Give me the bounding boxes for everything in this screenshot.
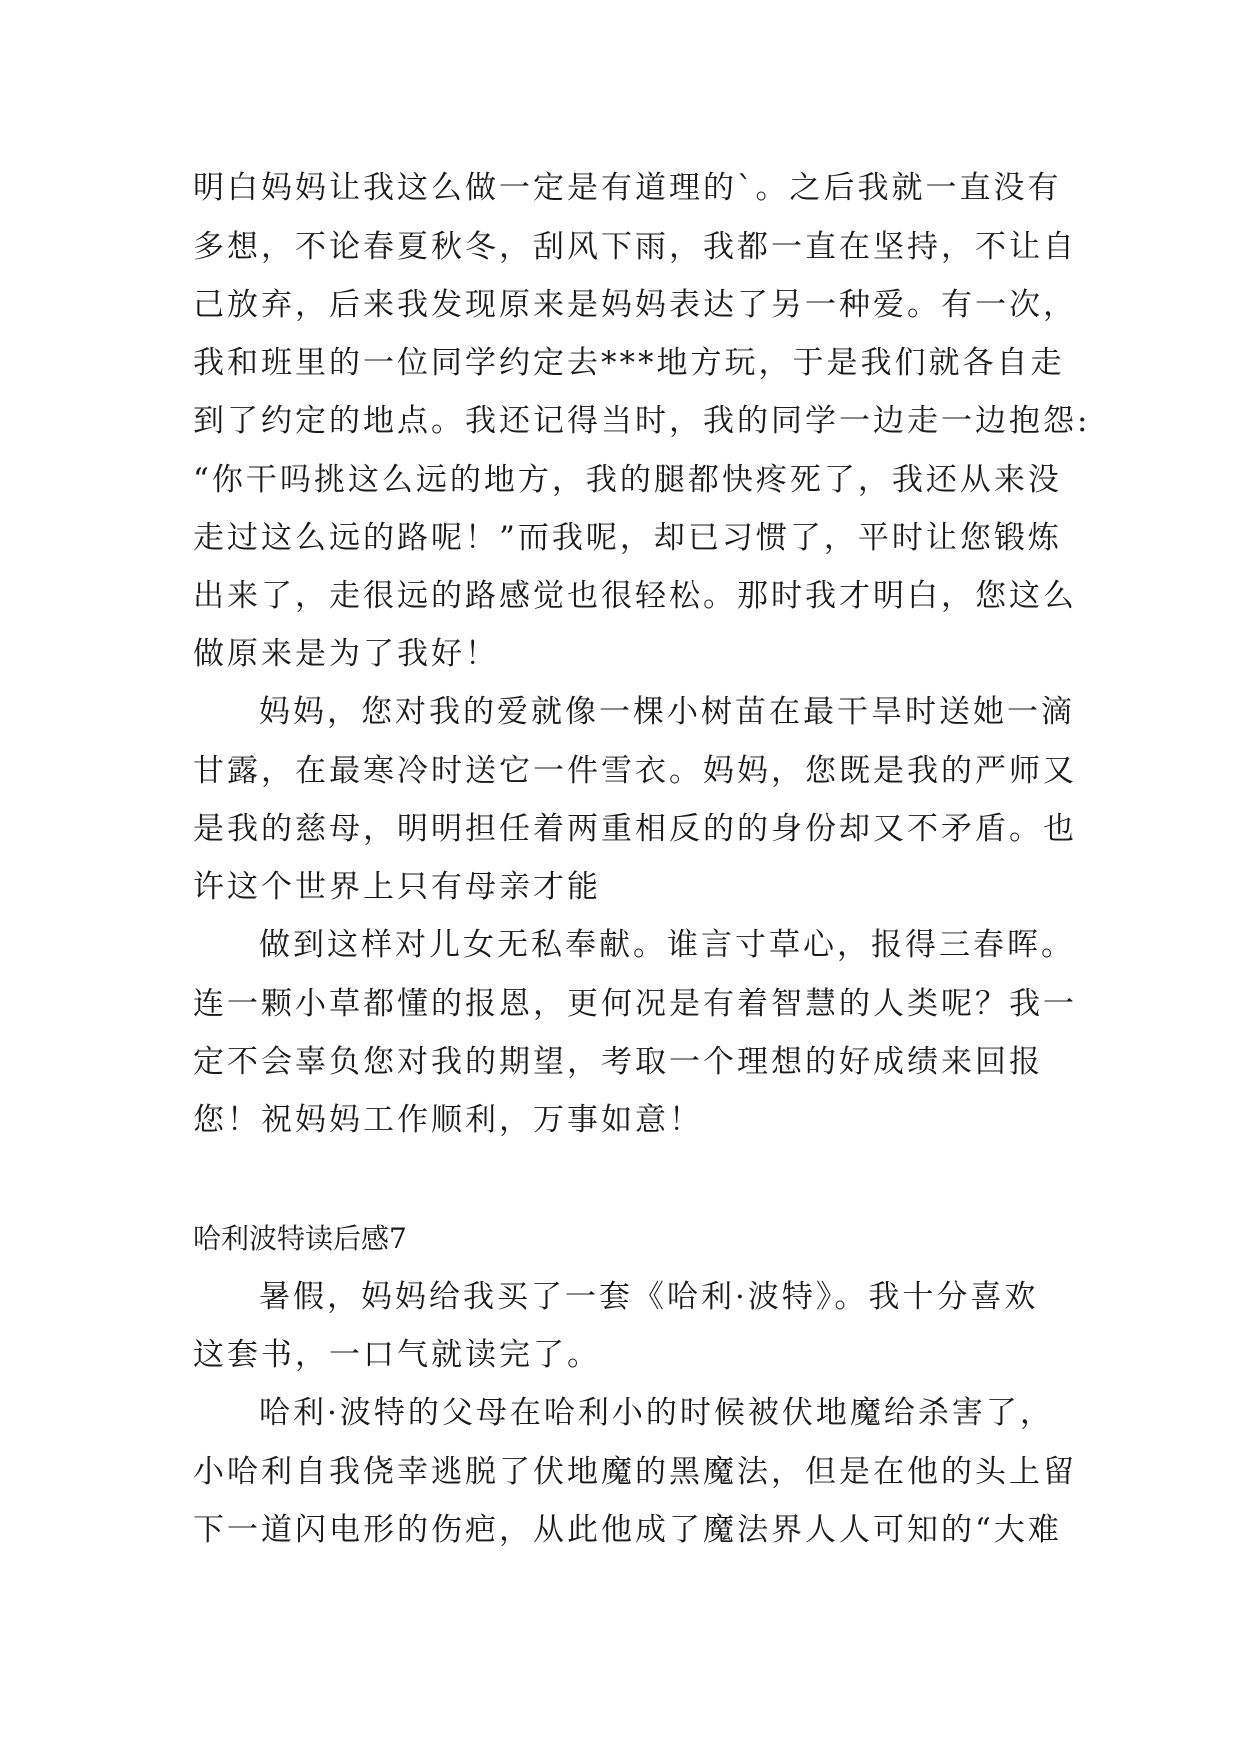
text-line: 许这个世界上只有母亲才能 [193, 869, 601, 905]
text-line: 连一颗小草都懂的报恩，更何况是有着智慧的人类呢？我一 [193, 986, 1077, 1022]
text-line: 到了约定的地点。我还记得当时，我的同学一边走一边抱怨: [193, 403, 1091, 439]
text-line: 哈利·波特的父母在哈利小的时候被伏地魔给杀害了， [259, 1395, 1054, 1431]
text-line: 出来了，走很远的路感觉也很轻松。那时我才明白，您这么 [193, 578, 1077, 614]
text-line: 多想，不论春夏秋冬，刮风下雨，我都一直在坚持，不让自 [193, 229, 1077, 265]
text-line: 妈妈，您对我的爱就像一棵小树苗在最干旱时送她一滴 [259, 694, 1075, 730]
text-line: 做原来是为了我好！ [193, 636, 499, 672]
text-line: 是我的慈母，明明担任着两重相反的的身份却又不矛盾。也 [193, 811, 1077, 847]
text-line: 小哈利自我侥幸逃脱了伏地魔的黑魔法，但是在他的头上留 [193, 1454, 1077, 1490]
text-line: 己放弃，后来我发现原来是妈妈表达了另一种爱。有一次， [193, 287, 1077, 323]
text-line: “你干吗挑这么远的地方，我的腿都快疼死了，我还从来没 [193, 462, 1062, 498]
text-line: 您！祝妈妈工作顺利，万事如意！ [193, 1102, 703, 1138]
text-line: 我和班里的一位同学约定去***地方玩，于是我们就各自走 [193, 345, 1065, 381]
text-line: 暑假，妈妈给我买了一套《哈利·波特》。我十分喜欢 [259, 1279, 1039, 1315]
text-line: 甘露，在最寒冷时送它一件雪衣。妈妈，您既是我的严师又 [193, 753, 1077, 789]
text-line: 明白妈妈让我这么做一定是有道理的`。之后我就一直没有 [193, 170, 1062, 206]
section-heading: 哈利波特读后感7 [193, 1222, 407, 1255]
text-line: 下一道闪电形的伤疤，从此他成了魔法界人人可知的“大难 [193, 1512, 1062, 1548]
text-line: 这套书，一口气就读完了。 [193, 1337, 601, 1373]
text-line: 做到这样对儿女无私奉献。谁言寸草心，报得三春晖。 [259, 927, 1075, 963]
text-line: 定不会辜负您对我的期望，考取一个理想的好成绩来回报 [193, 1044, 1043, 1080]
text-line: 走过这么远的路呢！”而我呢，却已习惯了，平时让您锻炼 [193, 520, 1062, 556]
